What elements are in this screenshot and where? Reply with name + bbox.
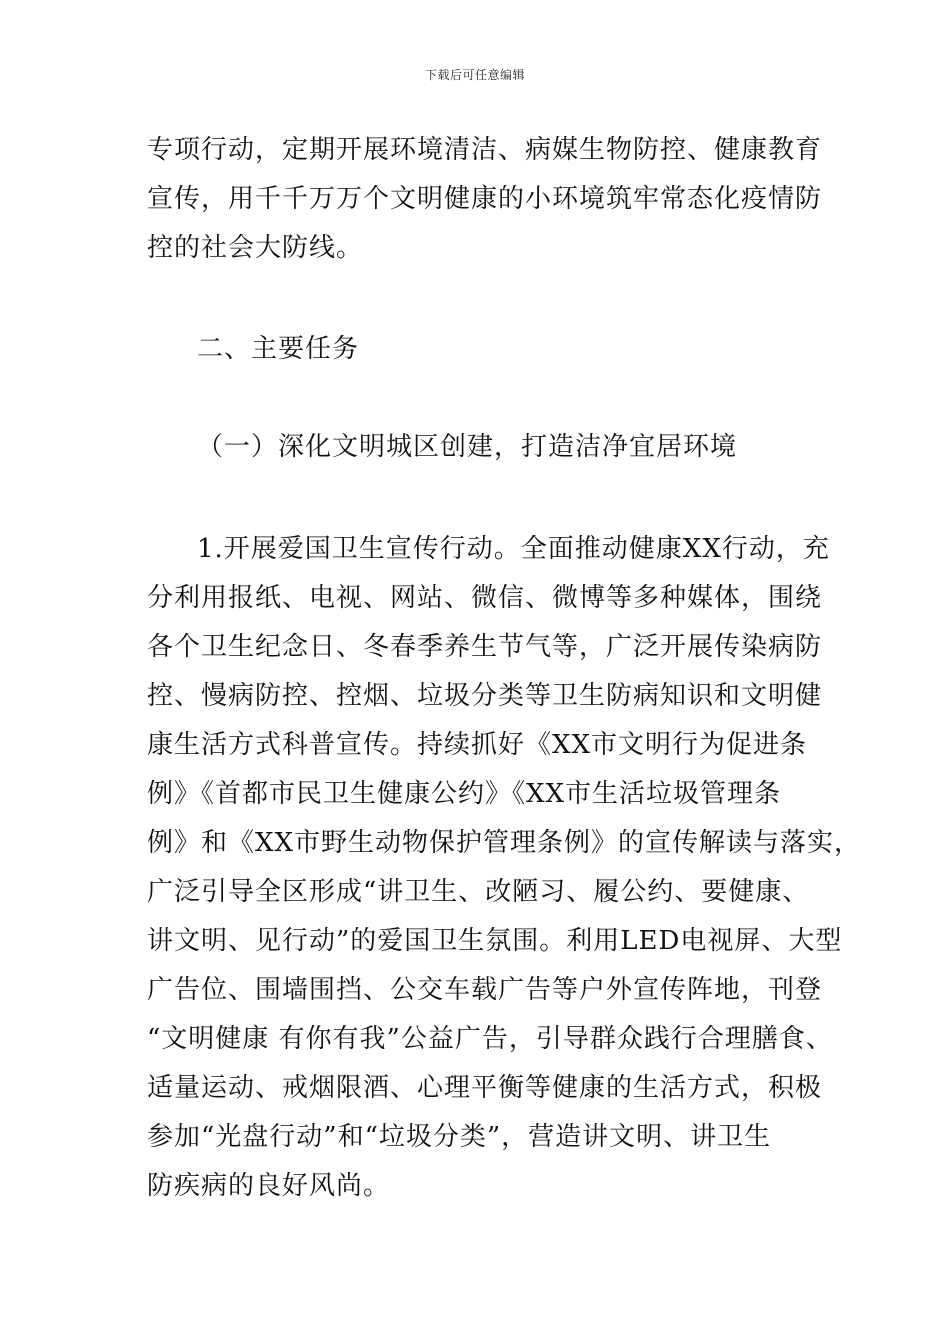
- body-line: 防疾病的良好风尚。: [147, 1171, 391, 1201]
- body-line: 控的社会大防线。: [147, 233, 364, 263]
- body-line: 讲文明、见行动”的爱国卫生氛围。利用LED电视屏、大型: [147, 926, 843, 956]
- body-line: 例》和《XX市野生动物保护管理条例》的宣传解读与落实，: [147, 828, 862, 858]
- body-line: 宣传，用千千万万个文明健康的小环境筑牢常态化疫情防: [147, 184, 823, 214]
- body-line: 各个卫生纪念日、冬春季养生节气等，广泛开展传染病防: [147, 632, 823, 662]
- header-note: 下载后可任意编辑: [424, 68, 525, 82]
- body-line: 分利用报纸、电视、网站、微信、微博等多种媒体，围绕: [147, 583, 823, 613]
- body-line: 1.开展爱国卫生宣传行动。全面推动健康XX行动，充: [197, 534, 830, 564]
- body-line: 参加“光盘行动”和“垃圾分类”，营造讲文明、讲卫生: [147, 1122, 772, 1152]
- body-line: 专项行动，定期开展环境清洁、病媒生物防控、健康教育: [147, 135, 823, 165]
- body-line: 广泛引导全区形成“讲卫生、改陋习、履公约、要健康、: [147, 877, 810, 907]
- body-line: “文明健康 有你有我”公益广告，引导群众践行合理膳食、: [147, 1024, 833, 1054]
- subsection-heading: （一）深化文明城区创建，打造洁净宜居环境: [197, 432, 738, 462]
- body-line: 控、慢病防控、控烟、垃圾分类等卫生防病知识和文明健: [147, 681, 823, 711]
- body-line: 广告位、围墙围挡、公交车载广告等户外宣传阵地，刊登: [147, 975, 823, 1005]
- body-line: 例》《首都市民卫生健康公约》《XX市生活垃圾管理条: [147, 779, 782, 809]
- body-line: 适量运动、戒烟限酒、心理平衡等健康的生活方式，积极: [147, 1073, 823, 1103]
- section-heading: 二、主要任务: [197, 334, 360, 364]
- body-line: 康生活方式科普宣传。持续抓好《XX市文明行为促进条: [147, 730, 808, 760]
